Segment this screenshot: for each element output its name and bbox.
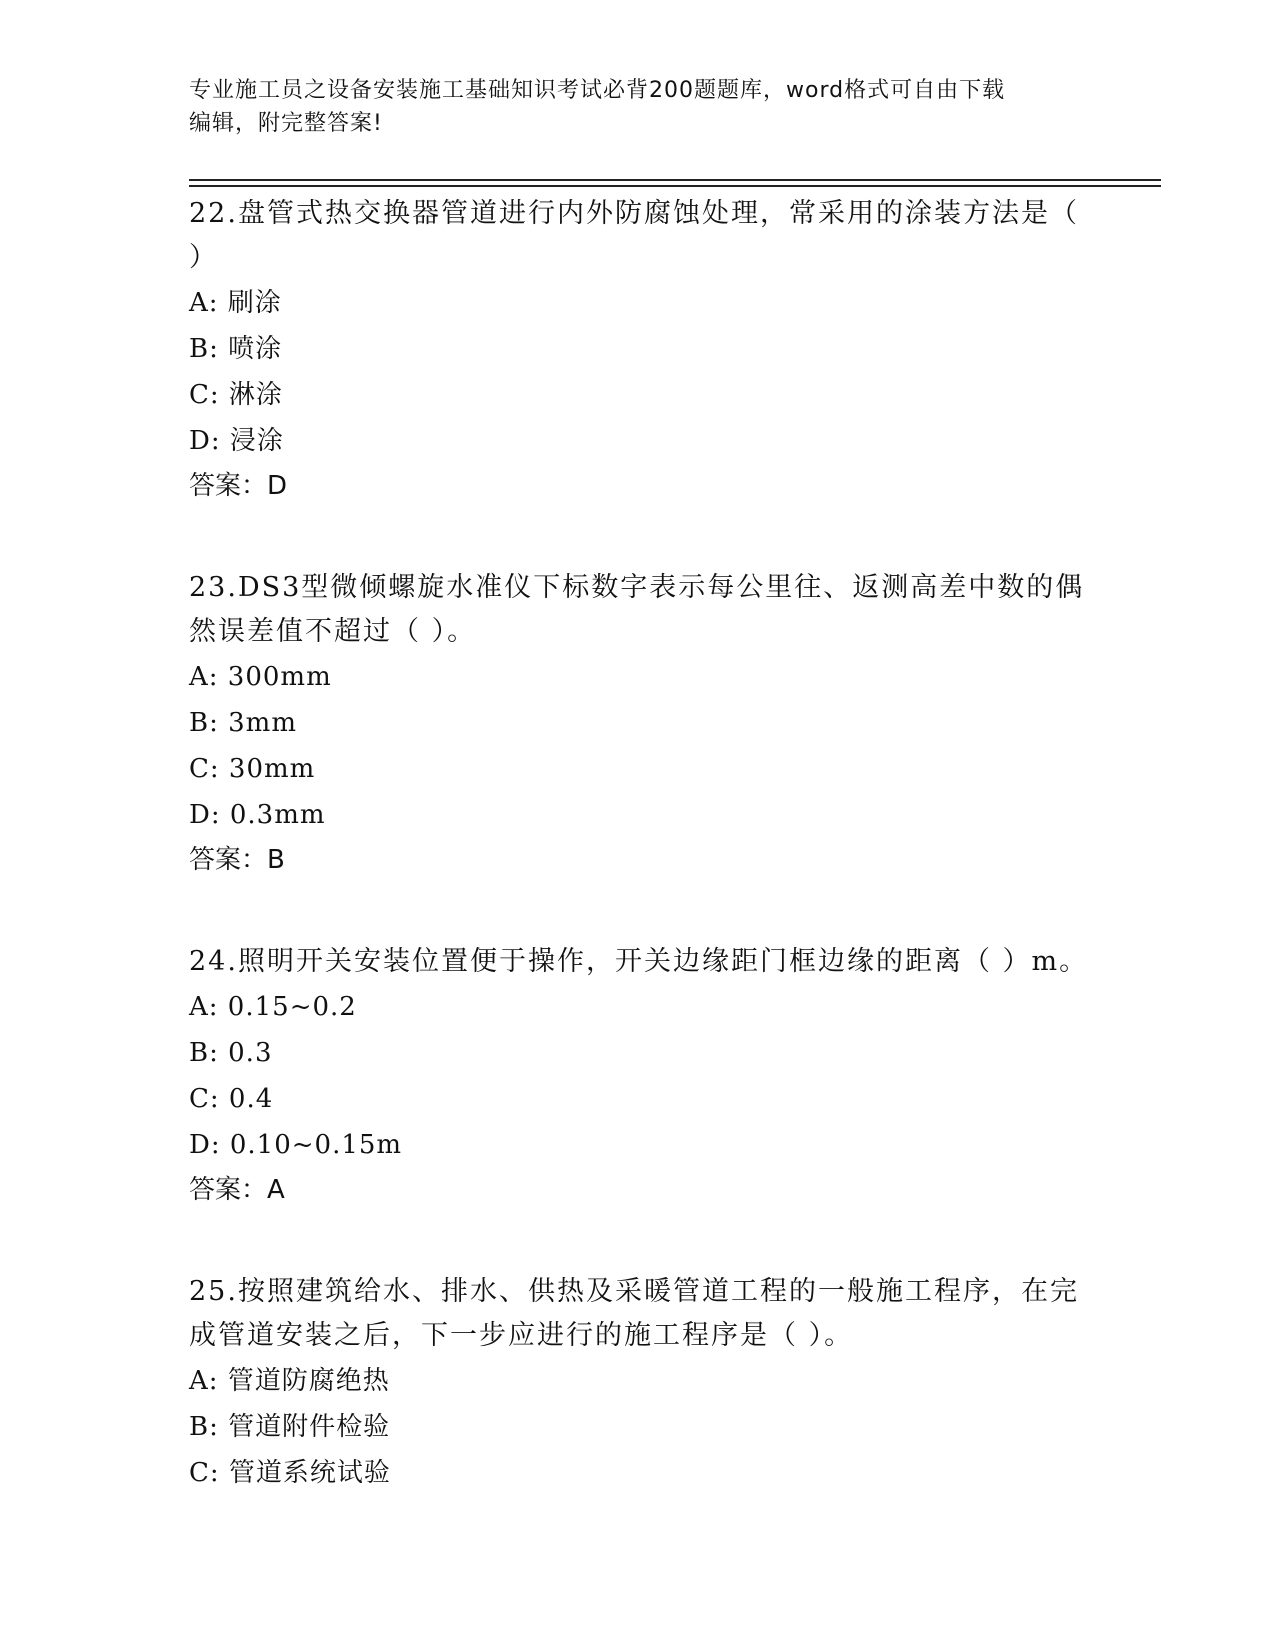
question-stem (189, 190, 1089, 280)
header-divider-top (189, 179, 1161, 181)
answer-line: 答案：B (189, 845, 285, 875)
document-header (189, 74, 1089, 140)
question-22 (189, 190, 1089, 508)
option-c: C: 0.4 (189, 1084, 274, 1114)
answer-line: 答案：A (189, 1175, 285, 1205)
question-list (189, 190, 1089, 1496)
question-stem-line-2: 然误差值不超过（ ）。 (189, 616, 477, 647)
question-stem (189, 1268, 1089, 1358)
question-stem-line-1: 23.DS3型微倾螺旋水准仪下标数字表示每公里往、返测高差中数的偶 (189, 572, 1085, 603)
option-c: C: 30mm (189, 754, 316, 784)
option-c: C: 管道系统试验 (189, 1458, 391, 1488)
option-d: D: 0.10~0.15m (189, 1130, 403, 1160)
option-b: B: 0.3 (189, 1038, 273, 1068)
option-d: D: 浸涂 (189, 426, 284, 456)
question-stem-line-2: 成管道安装之后，下一步应进行的施工程序是（ ）。 (189, 1320, 854, 1351)
option-a: A: 0.15~0.2 (189, 992, 357, 1022)
question-stem (189, 938, 1089, 984)
question-25 (189, 1268, 1089, 1496)
option-d: D: 0.3mm (189, 800, 326, 830)
option-b: B: 3mm (189, 708, 297, 738)
option-b: B: 喷涂 (189, 334, 283, 364)
question-stem (189, 564, 1089, 654)
answer-line: 答案：D (189, 471, 288, 501)
question-24 (189, 938, 1089, 1212)
option-c: C: 淋涂 (189, 380, 283, 410)
header-line-1: 专业施工员之设备安装施工基础知识考试必背200题题库，word格式可自由下载 (189, 78, 1006, 103)
option-a: A: 300mm (189, 662, 332, 692)
question-stem-line-2: ） (189, 242, 218, 273)
question-stem-line-1: 24.照明开关安装位置便于操作，开关边缘距门框边缘的距离（ ）m。 (189, 946, 1089, 977)
option-a: A: 刷涂 (189, 288, 282, 318)
header-divider-bottom (189, 185, 1161, 187)
question-stem-line-1: 22.盘管式热交换器管道进行内外防腐蚀处理，常采用的涂装方法是（ (189, 198, 1079, 229)
option-a: A: 管道防腐绝热 (189, 1366, 390, 1396)
question-23 (189, 564, 1089, 882)
header-line-2: 编辑，附完整答案! (189, 111, 383, 136)
question-stem-line-1: 25.按照建筑给水、排水、供热及采暖管道工程的一般施工程序，在完 (189, 1276, 1079, 1307)
option-b: B: 管道附件检验 (189, 1412, 391, 1442)
